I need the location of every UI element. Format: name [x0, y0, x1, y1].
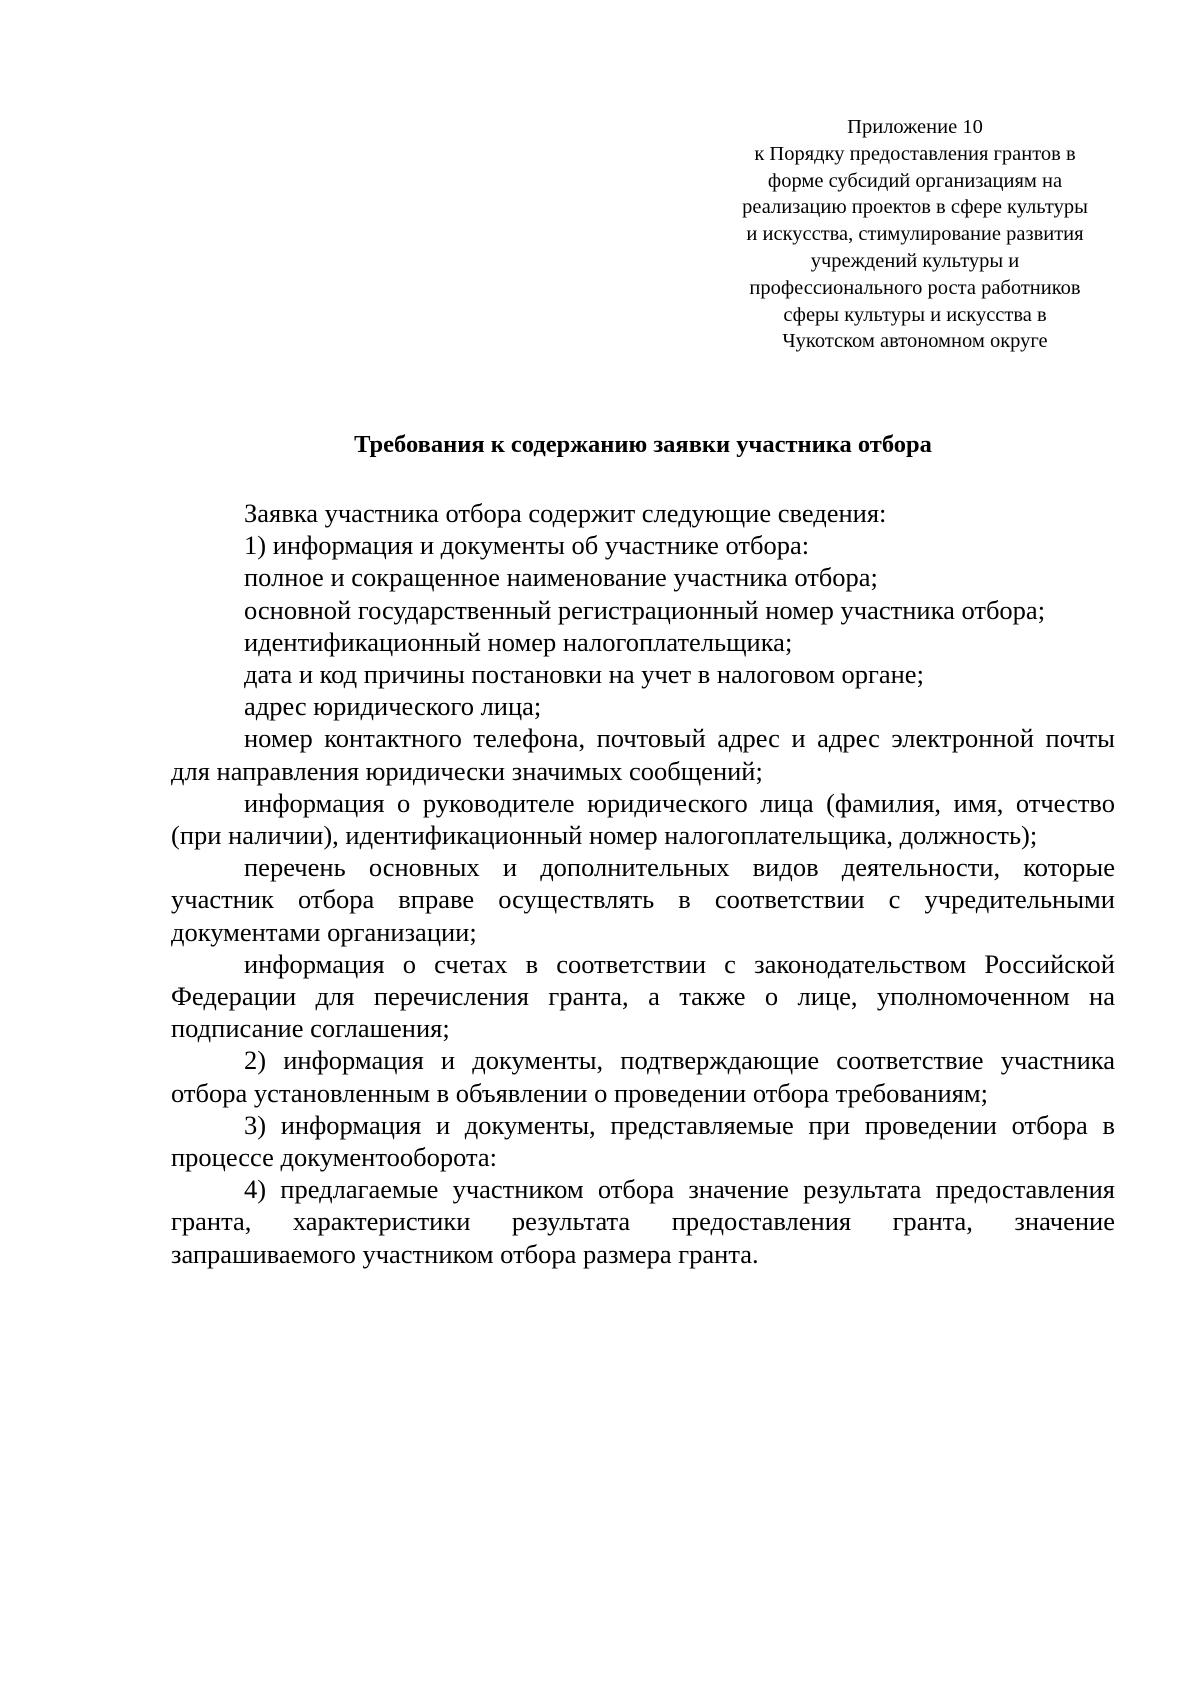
paragraph-intro: Заявка участника отбора содержит следующие сведения:: [244, 498, 887, 528]
paragraph-accounts: информация о счетах в соответствии с законодательством Российской Федерации для перечисления гранта, а также о лице, уполномоченном на подписание соглашения;: [171, 948, 1115, 1044]
paragraph-item-1: 1) информация и документы об участнике отбора:: [244, 530, 810, 561]
paragraph-address: адрес юридического лица;: [244, 691, 542, 722]
appendix-line: форме субсидий организациям на: [767, 169, 1063, 192]
paragraph-item-4: 4) предлагаемые участником отбора значение результата предоставления гранта, характеристики результата предоставления гранта, значение запрашиваемого участником отбора размера гранта.: [171, 1174, 1115, 1269]
appendix-line: учреждений культуры и: [810, 249, 1020, 272]
appendix-line: и искусства, стимулирование развития: [746, 223, 1084, 246]
appendix-line: сферы культуры и искусства в: [783, 303, 1047, 326]
paragraph-item-3: 3) информация и документы, представляемые при проведении отбора в процессе документооборота:: [171, 1109, 1115, 1173]
appendix-line: профессионального роста работников: [749, 276, 1081, 299]
appendix-line: реализацию проектов в сфере культуры: [742, 196, 1088, 219]
paragraph-full-name: полное и сокращенное наименование участника отбора;: [244, 562, 878, 593]
appendix-number: Приложение 10: [847, 116, 983, 138]
paragraph-contacts: номер контактного телефона, почтовый адрес и адрес электронной почты для направления юридически значимых сообщений;: [171, 723, 1115, 786]
appendix-line: к Порядку предоставления грантов в: [754, 142, 1076, 165]
appendix-header: [680, 114, 1150, 355]
paragraph-item-2: 2) информация и документы, подтверждающие соответствие участника отбора установленным в объявлении о проведении отбора требованиям;: [171, 1045, 1115, 1108]
paragraph-inn: идентификационный номер налогоплательщика;: [244, 626, 793, 657]
paragraph-activities: перечень основных и дополнительных видов деятельности, которые участник отбора вправе осуществлять в соответствии с учредительными документами организации;: [171, 852, 1115, 947]
paragraph-head-info: информация о руководителе юридического лица (фамилия, имя, отчество (при наличии), идентификационный номер налогоплательщика, должность);: [171, 787, 1115, 851]
appendix-line: Чукотском автономном округе: [782, 330, 1048, 353]
document-title: Требования к содержанию заявки участника отбора: [354, 431, 932, 458]
paragraph-kpp: дата и код причины постановки на учет в налоговом органе;: [244, 659, 924, 690]
document-body: [171, 497, 1115, 1270]
paragraph-ogrn: основной государственный регистрационный номер участника отбора;: [244, 594, 1046, 625]
